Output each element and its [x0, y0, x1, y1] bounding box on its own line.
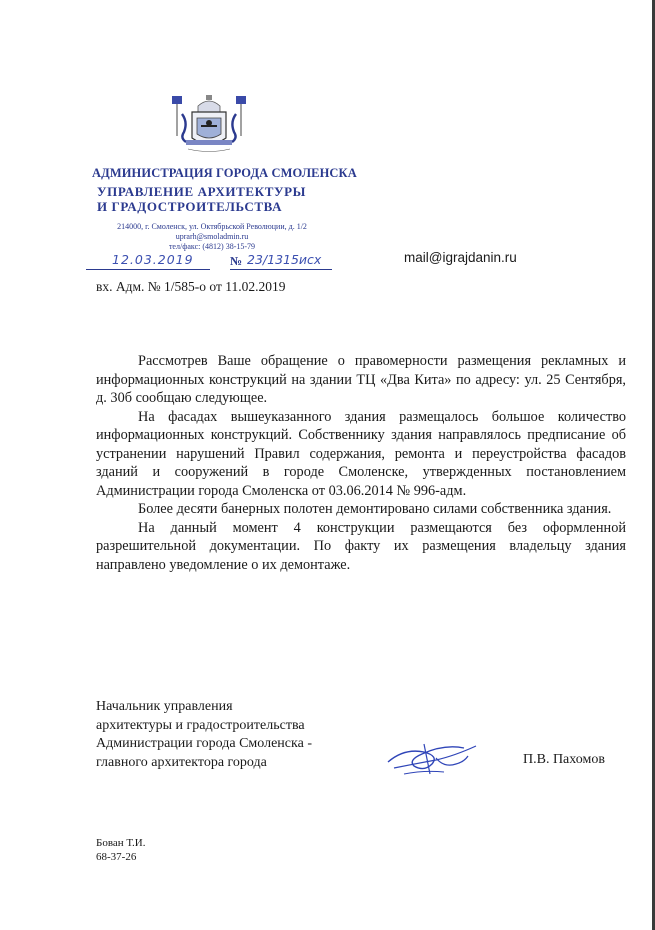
- letterhead-address: 214000, г. Смоленск, ул. Октябрьской Революции, д. 1/2: [117, 222, 307, 231]
- executor-phone: 68-37-26: [96, 851, 137, 863]
- outgoing-number-mark: №: [230, 254, 243, 268]
- signatory-title-line2: архитектуры и градостроительства: [96, 717, 305, 733]
- outgoing-number: 23/1315исх: [247, 252, 322, 267]
- body-paragraph-3: Более десяти банерных полотен демонтировано силами собственника здания.: [138, 501, 612, 517]
- signatory-title: [96, 698, 356, 772]
- body-paragraph-4: На данный момент 4 конструкции размещаются без оформленной разрешительной документации. По факту их размещения владельцу здания направлено уведомление о их демонтаже.: [96, 519, 626, 573]
- letter-body: [96, 352, 626, 574]
- letterhead-email: uprarh@smoladmin.ru: [175, 232, 249, 241]
- body-paragraph-2: На фасадах вышеуказанного здания размещалось большое количество информационных конструкций. Собственнику здания направлялось предписание об устранении нарушений Правил содержания, ремонта и переустройства фасадов зданий и сооружений в городе Смоленске, утвержденных постановлением Администрации города Смоленска от 03.06.2014 № 996-адм.: [96, 408, 626, 499]
- signatory-title-line1: Начальник управления: [96, 699, 233, 714]
- signatory-title-line4: главного архитектора города: [96, 754, 267, 770]
- department-title-line1: УПРАВЛЕНИЕ АРХИТЕКТУРЫ: [97, 184, 307, 199]
- signatory-title-line3: Администрации города Смоленска -: [96, 736, 312, 751]
- department-title-line2: И ГРАДОСТРОИТЕЛЬСТВА: [97, 199, 283, 214]
- handwritten-signature-icon: [384, 734, 484, 780]
- outgoing-date: 12.03.2019: [112, 252, 194, 267]
- signer-name: П.В. Пахомов: [523, 752, 605, 767]
- incoming-reference: вх. Адм. № 1/585-о от 11.02.2019: [96, 279, 286, 294]
- executor-name: Бован Т.И.: [96, 837, 146, 849]
- department-title: [97, 184, 306, 214]
- number-underline: [230, 269, 332, 270]
- coat-of-arms-icon: [168, 92, 250, 156]
- date-underline: [86, 269, 210, 270]
- administration-title: АДМИНИСТРАЦИЯ ГОРОДА СМОЛЕНСКА: [92, 166, 357, 180]
- letterhead-phone: тел/факс: (4812) 38-15-79: [168, 242, 256, 251]
- body-paragraph-1: Рассмотрев Ваше обращение о правомерности размещения рекламных и информационных конструкций на здании ТЦ «Два Кита» по адресу: ул. 25 Сентября, д. 30б сообщаю следующее.: [96, 353, 626, 406]
- recipient-email: mail@igrajdanin.ru: [404, 250, 517, 265]
